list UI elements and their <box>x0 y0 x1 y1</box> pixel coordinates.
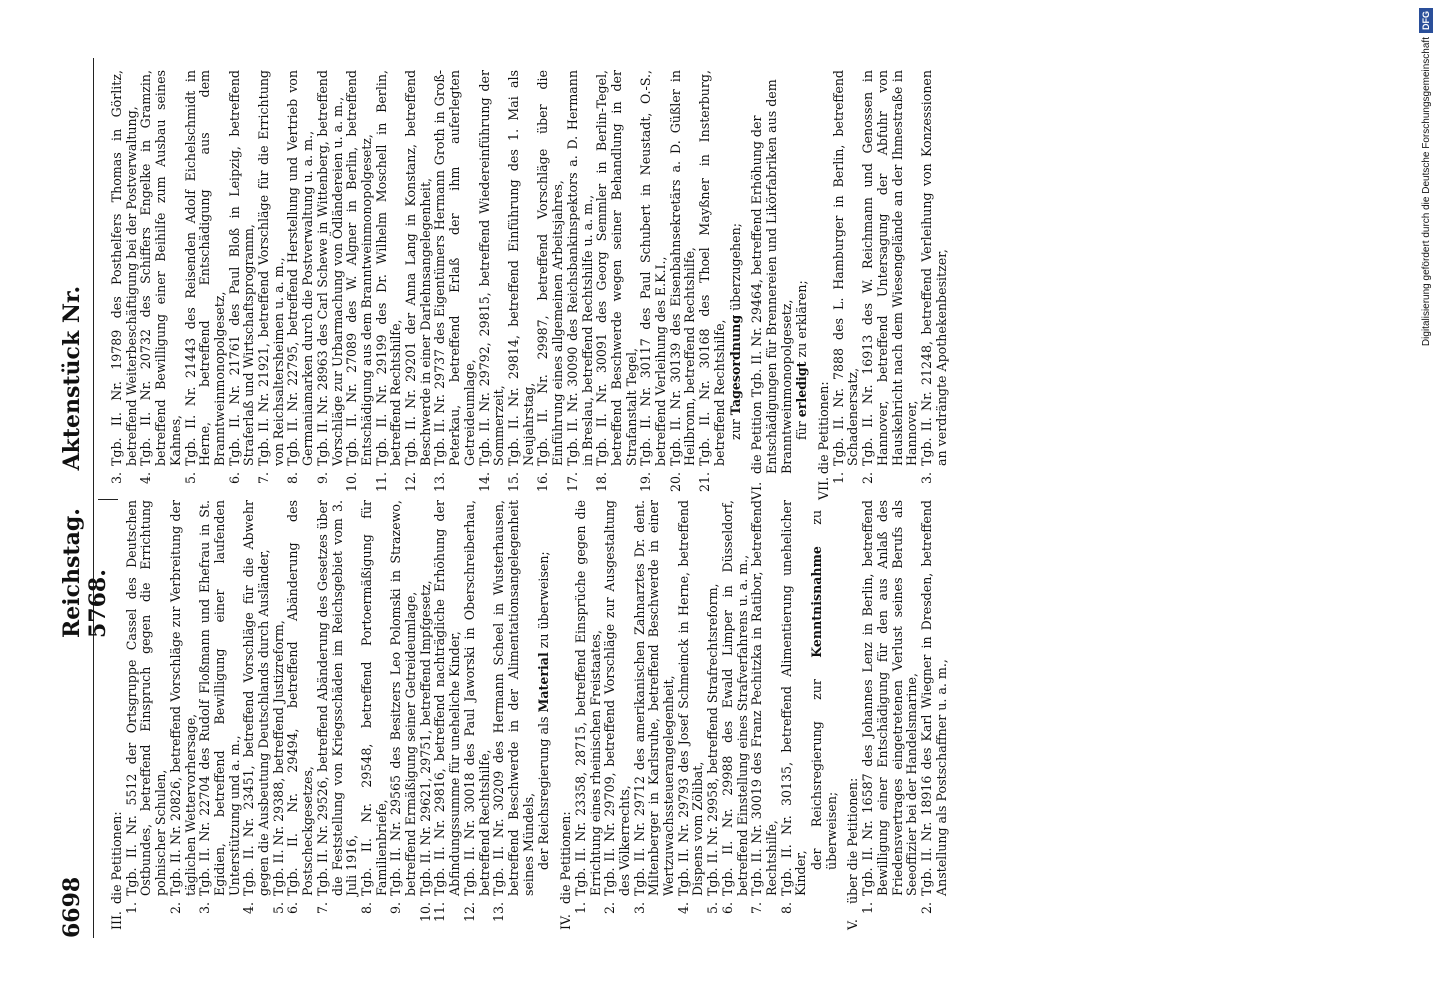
item-number: 5. <box>182 472 198 485</box>
item-text: Tgb. II. Nr. 19789 des Posthelfers Thomas in Görlitz, betreffend Weiterbeschäftigung bei der Postverwaltung, <box>109 70 139 466</box>
petition-item <box>433 500 462 930</box>
item-text: Tgb. II. Nr. 29565 des Besitzers Leo Polomski in Strazewo, betreffend Ermäßigung seiner Getreideumlage, <box>388 500 419 896</box>
petition-section <box>750 70 810 500</box>
petition-item <box>507 70 536 500</box>
resolution-keyword: Material <box>536 652 552 713</box>
section-numeral: VI. <box>749 481 765 500</box>
petition-item <box>677 500 706 930</box>
item-text: Tgb. II. Nr. 29709, betreffend Vorschläge zur Ausgestaltung des Völkerrechts, <box>602 500 632 896</box>
petition-item <box>669 70 698 500</box>
resolution-line <box>537 500 552 930</box>
item-text: Tgb. II. Nr. 20732 des Schiffers Engelke in Gramzin, betreffend Bewilligung einer Beihilfe zum Ausbau seines Kahnes, <box>138 70 183 466</box>
petition-item <box>375 70 404 500</box>
item-text: Tgb. II. Nr. 29958, betreffend Strafrechtsreform, <box>705 583 721 896</box>
item-text: Tgb. II. Nr. 29988 des Ewald Limper in Düsseldorf, betreffend Einstellung eines Strafverfahrens u. a. m., <box>719 500 750 896</box>
petition-item <box>832 70 861 500</box>
section-intro: die Petition Tgb. II. Nr. 29464, betreffend Erhöhung der Entschädigungen für Brennereien und Likörfabriken aus dem Branntweinmonopolgesetz, <box>749 79 794 474</box>
resolution-post: zu überweisen; <box>536 551 552 653</box>
petition-item <box>433 70 477 500</box>
item-number: 1. <box>860 902 876 915</box>
item-number: 8. <box>358 902 374 915</box>
item-number: 7. <box>314 902 330 915</box>
header-right-title: Aktenstück Nr. 5768. <box>59 285 111 638</box>
petition-item <box>920 500 949 930</box>
petition-item <box>404 70 433 500</box>
item-text: Tgb. II. Nr. 23358, 28715, betreffend Einsprüche gegen die Errichtung eines rheinischen Freistaates, <box>572 500 603 896</box>
item-text: Tgb. II. Nr. 23451, betreffend Vorschläge für die Abwehr gegen die Ausbeutung Deutschlands durch Ausländer, <box>241 500 272 896</box>
item-number: 14. <box>476 472 492 493</box>
page-number: 6698 <box>59 876 85 938</box>
section-intro: die Petitionen: <box>816 381 832 474</box>
item-number: 9. <box>388 902 404 915</box>
running-title <box>59 218 111 638</box>
item-text: Tgb. II. Nr. 30139 des Eisenbahnsekretärs a. D. Güßler in Heilbronn, betreffend Rechtshilfe, <box>667 70 698 466</box>
item-text: Tgb. II. Nr. 29712 des amerikanischen Zahnarztes Dr. dent. Miltenberger in Karlsruhe, betreffend Beschwerde in einer Wertzuwachssteuerangelegenheit, <box>631 500 677 896</box>
section-heading <box>750 70 794 500</box>
item-text: Tgb. II. Nr. 30091 des Georg Semmler in Berlin-Tegel, betreffend Beschwerde wegen seiner Behandlung in der Strafanstalt Tegel, <box>594 70 639 466</box>
petition-item <box>603 500 632 930</box>
item-number: 10. <box>417 902 433 923</box>
item-text: Tgb. II. Nr. 29494, betreffend Abänderung des Postscheckgesetzes, <box>285 500 316 896</box>
item-number: 3. <box>918 472 934 485</box>
item-number: 3. <box>109 472 124 485</box>
petition-item <box>316 70 345 500</box>
item-text: Tgb. II. Nr. 30168 des Thoel Mayßner in Insterburg, betreffend Rechtshilfe, <box>697 70 727 466</box>
resolution-post: zu erklären; <box>794 280 810 362</box>
item-text: Tgb. II. Nr. 21761 des Paul Bloß in Leipzig, betreffend Straferlaß und Wirtschaftsprogramm, <box>226 70 257 466</box>
section-numeral: IV. <box>558 914 574 930</box>
section-heading <box>559 500 574 930</box>
item-text: Tgb. II. Nr. 30019 des Franz Pechitzka in Ratibor, betreffend Rechtshilfe, <box>749 500 779 896</box>
petition-item <box>139 70 183 500</box>
item-number: 20. <box>667 472 683 493</box>
petition-item <box>345 70 374 500</box>
page-header <box>53 58 111 938</box>
item-number: 5. <box>705 902 721 915</box>
petition-section <box>110 70 743 500</box>
item-text: Tgb. II. Nr. 28963 des Carl Schewe in Wittenberg, betreffend Vorschläge zur Urbarmachung von Ödländereien u. a. m., <box>314 70 345 466</box>
resolution-pre: der Reichsregierung als <box>536 712 552 870</box>
item-text: Tgb. II. Nr. 7888 des L. Hamburger in Berlin, betreffend Schadenersatz, <box>830 70 861 466</box>
petition-item <box>228 70 257 500</box>
petition-item <box>492 500 536 930</box>
item-text: Tgb. II. Nr. 29199 des Dr. Wilhelm Moschell in Berlin, betreffend Rechtshilfe, <box>373 70 404 466</box>
petition-item <box>125 500 169 930</box>
petition-item <box>419 500 434 930</box>
petition-item <box>861 70 920 500</box>
header-left-title: Reichstag. <box>59 508 85 638</box>
petition-item <box>706 500 721 930</box>
item-number: 21. <box>697 472 713 493</box>
petition-item <box>595 70 639 500</box>
petition-item <box>633 500 677 930</box>
petition-section <box>110 500 552 930</box>
item-text: Tgb. II. Nr. 29388, betreffend Justizreform, <box>270 620 286 896</box>
petition-item <box>780 500 809 930</box>
item-text: Tgb. II. Nr. 27089 des W. Algner in Berlin, betreffend Entschädigung aus dem Branntweinmonopolgesetz, <box>344 70 374 466</box>
item-text: Tgb. II. Nr. 29737 des Eigentümers Hermann Groth in Groß-Peterkau, betreffend Erlaß der ihm auferlegten Getreideumlage, <box>432 70 477 466</box>
item-text: Tgb. II. Nr. 22795, betreffend Herstellung und Vertrieb von Germaniamarken durch die Postverwaltung u. a. m., <box>285 70 316 466</box>
item-number: 1. <box>830 472 846 485</box>
section-heading <box>817 70 832 500</box>
item-number: 10. <box>344 472 360 493</box>
resolution-pre: für <box>794 417 810 440</box>
item-text: Tgb. II. Nr. 22704 des Rudolf Floßmann und Ehefrau in St. Egidien, betreffend Bewilligung einer laufenden Unterstützung und a. m., <box>197 500 242 896</box>
resolution-post: zu überweisen; <box>809 510 839 870</box>
resolution-keyword: Kenntnisnahme <box>809 546 825 658</box>
petition-item <box>257 70 286 500</box>
petition-item <box>389 500 418 930</box>
item-number: 7. <box>256 472 272 485</box>
item-number: 1. <box>572 902 588 915</box>
petition-item <box>110 70 139 500</box>
item-text: Tgb. II. Nr. 30209 des Hermann Scheel in Wusterhausen, betreffend Beschwerde in der Alimentationsangelegenheit seines Mündels, <box>491 500 536 896</box>
item-number: 16. <box>535 472 551 493</box>
petition-item <box>574 500 603 930</box>
item-text: Tgb. II. Nr. 30135, betreffend Alimentierung unehelicher Kinder, <box>778 500 809 896</box>
item-text: Tgb. II. Nr. 29792, 29815, betreffend Wiedereinführung der Sommerzeit, <box>476 70 507 466</box>
item-text: Tgb. II. Nr. 20826, betreffend Vorschläge zur Verbreitung der täglichen Wettervorhersage, <box>167 500 198 896</box>
petition-item <box>478 70 507 500</box>
petition-item <box>698 70 727 500</box>
item-text: Tgb. II. Nr. 16587 des Johannes Lenz in Berlin, betreffend Bewilligung einer Entschädigung für den aus Anlaß des Friedensvertrages eingetretenen Verlust seines Berufs als Seeoffizier bei der Handelsmarine, <box>860 500 920 896</box>
resolution-post: überzugehen; <box>727 223 743 315</box>
dfg-logo: DFG <box>1419 8 1433 33</box>
item-number: 4. <box>675 902 691 915</box>
item-text: Tgb. II. Nr. 30018 des Paul Jaworski in Oberschreiberhau, betreffend Rechtshilfe, <box>461 500 492 896</box>
petition-item <box>169 500 198 930</box>
item-text: Tgb. II. Nr. 29526, betreffend Abänderung des Gesetzes über die Feststellung von Kriegsschäden im Reichsgebiet vom 3. Juli 1916, <box>314 500 360 896</box>
item-text: Tgb. II. Nr. 21921, betreffend Vorschläge für die Errichtung von Reichsaltersheimen u. a. m., <box>256 70 286 466</box>
item-number: 1. <box>123 902 139 915</box>
item-text: Tgb. II. Nr. 18916 des Karl Wiegner in Dresden, betreffend Anstellung als Postschaffner u. a. m., <box>918 500 949 896</box>
item-number: 9. <box>314 472 330 485</box>
resolution-keyword: erledigt <box>794 361 810 418</box>
item-number: 15. <box>505 472 521 493</box>
item-text: Tgb. II. Nr. 29987, betreffend Vorschläge über die Einführung eines allgemeinen Arbeitsjahres, <box>535 70 566 466</box>
petition-item <box>184 70 228 500</box>
petition-item <box>242 500 271 930</box>
petition-item <box>536 70 565 500</box>
petition-item <box>286 70 315 500</box>
section-intro: die Petitionen: <box>558 811 574 904</box>
section-heading <box>846 500 861 930</box>
item-text: Tgb. II. Nr. 16913 des W. Reichmann und Genossen in Hannover, betreffend Untersagung der Abfuhr von Hauskehricht nach dem Wiesengelände an der Ihmestraße in Hannover, <box>860 70 920 466</box>
petition-item <box>721 500 750 930</box>
item-text: Tgb. II. Nr. 29621, 29751, betreffend Impfgesetz, <box>417 580 433 896</box>
item-text: Tgb. II. Nr. 30117 des Paul Schubert in Neustadt, O.-S., betreffend Verleihung des E.K.I., <box>638 70 669 466</box>
item-number: 11. <box>432 902 448 923</box>
section-intro: über die Petitionen: <box>845 777 861 904</box>
item-number: 6. <box>226 472 242 485</box>
item-number: 18. <box>594 472 610 493</box>
item-number: 11. <box>373 472 389 493</box>
section-numeral: III. <box>109 911 124 930</box>
item-number: 6. <box>719 902 735 915</box>
petition-item <box>861 500 920 930</box>
section-intro: die Petitionen: <box>109 811 124 904</box>
right-column <box>110 70 950 500</box>
item-text: Tgb. II. Nr. 30090 des Reichsbankinspektors a. D. Hermann in Breslau, betreffend Rechtshilfe u. a. m., <box>564 70 595 466</box>
petition-item <box>750 500 779 930</box>
resolution-line <box>810 500 839 930</box>
petition-item <box>566 70 595 500</box>
item-number: 2. <box>167 902 183 915</box>
item-number: 12. <box>461 902 477 923</box>
item-number: 12. <box>403 472 419 493</box>
item-number: 3. <box>197 902 213 915</box>
petition-item <box>639 70 668 500</box>
resolution-keyword: Tagesordnung <box>727 314 743 416</box>
left-column <box>110 500 950 930</box>
item-number: 2. <box>918 902 934 915</box>
petition-item <box>198 500 242 930</box>
resolution-line <box>729 70 744 500</box>
item-text: Tgb. II. Nr. 21443 des Reisenden Adolf Eichelschmidt in Herne, betreffend Entschädigung aus dem Branntweinmonopolgesetz, <box>182 70 227 466</box>
item-number: 7. <box>749 902 765 915</box>
item-text: Tgb. II. Nr. 29548, betreffend Portoermäßigung für Familienbriefe, <box>358 500 389 896</box>
petition-item <box>920 70 949 500</box>
item-text: Tgb. II. Nr. 29816, betreffend nachträgliche Erhöhung der Abfindungssumme für uneheliche Kinder, <box>432 500 463 896</box>
item-number: 2. <box>602 902 618 915</box>
dfg-credit-text: Digitalisierung gefördert durch die Deutsche Forschungsgemeinschaft <box>1421 37 1432 347</box>
item-number: 2. <box>860 472 876 485</box>
section-numeral: V. <box>845 919 861 930</box>
item-number: 8. <box>285 472 301 485</box>
petition-item <box>463 500 492 930</box>
item-text: Tgb. II. Nr. 29814, betreffend Einführung des 1. Mai als Neujahrstag, <box>505 70 536 466</box>
item-number: 4. <box>241 902 257 915</box>
item-number: 17. <box>564 472 580 493</box>
item-number: 6. <box>285 902 301 915</box>
section-heading <box>110 500 125 930</box>
item-text: Tgb. II. Nr. 29793 des Josef Schmeinck in Herne, betreffend Dispens vom Zölibat, <box>675 500 706 896</box>
section-numeral: VII. <box>816 476 832 500</box>
item-number: 19. <box>638 472 654 493</box>
item-number: 4. <box>138 472 154 485</box>
item-number: 13. <box>491 902 507 923</box>
item-text: Tgb. II. Nr. 21248, betreffend Verleihung von Konzessionen an verdrängte Apothekenbesitzer, <box>918 70 949 466</box>
petition-item <box>316 500 360 930</box>
petition-item <box>272 500 287 930</box>
petition-section <box>559 500 839 930</box>
item-number: 3. <box>631 902 647 915</box>
petition-item <box>286 500 315 930</box>
petition-section <box>846 500 949 930</box>
item-number: 8. <box>778 902 794 915</box>
resolution-pre: zur <box>727 415 743 440</box>
petition-item <box>360 500 389 930</box>
item-text: Tgb. II. Nr. 29201 der Anna Lang in Konstanz, betreffend Beschwerde in einer Darlehnsangelegenheit, <box>403 70 433 466</box>
petition-section <box>817 70 949 500</box>
resolution-pre: der Reichsregierung zur <box>809 657 825 870</box>
dfg-credit <box>1416 8 1434 992</box>
item-number: 5. <box>270 902 286 915</box>
item-text: Tgb. II. Nr. 5512 der Ortsgruppe Cassel des Deutschen Ostbundes, betreffend Einspruch gegen die Errichtung polnischer Schulen, <box>123 500 169 896</box>
item-number: 13. <box>432 472 448 493</box>
resolution-line <box>795 70 810 500</box>
